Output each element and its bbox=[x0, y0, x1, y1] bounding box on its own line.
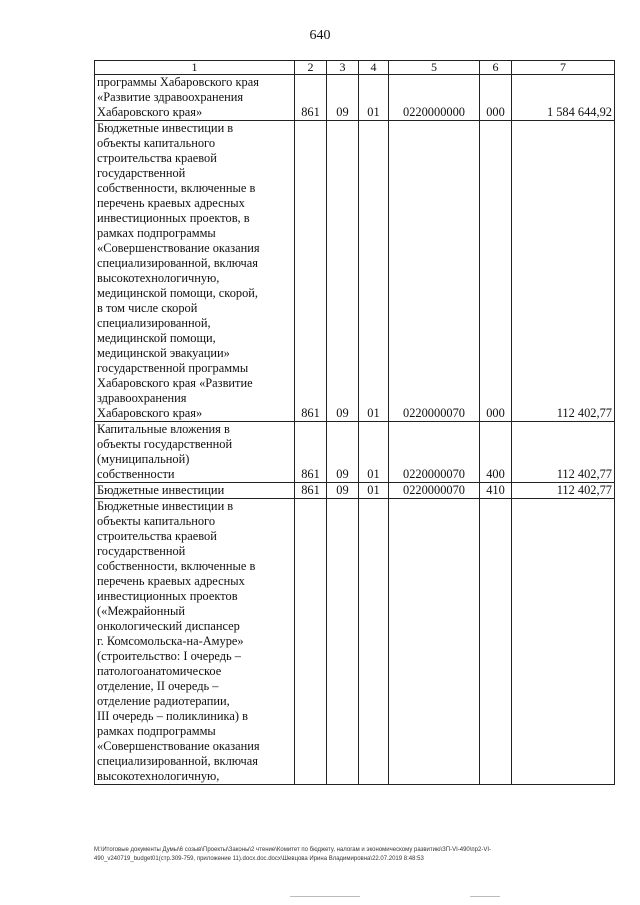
code-cell-ministry: 861 bbox=[295, 121, 327, 422]
row-name-line: «Совершенствование оказания bbox=[97, 739, 260, 753]
row-name-line: государственной bbox=[97, 544, 186, 558]
header-col-1: 1 bbox=[95, 61, 295, 75]
row-name-line: государственной bbox=[97, 166, 186, 180]
row-name-line: Хабаровского края «Развитие bbox=[97, 376, 253, 390]
table-row bbox=[95, 121, 615, 422]
row-name-line: (строительство: I очередь – bbox=[97, 649, 241, 663]
row-name-cell bbox=[95, 483, 295, 499]
row-name-line: государственной программы bbox=[97, 361, 249, 375]
code-cell-subsection: 01 bbox=[359, 75, 389, 121]
row-name-line: III очередь – поликлиника) в bbox=[97, 709, 248, 723]
table-row bbox=[95, 75, 615, 121]
table-row bbox=[95, 422, 615, 483]
row-name-line: Хабаровского края» bbox=[97, 105, 203, 119]
code-cell-expense-type bbox=[480, 499, 512, 785]
row-name-line: высокотехнологичную, bbox=[97, 271, 220, 285]
amount-cell bbox=[512, 499, 615, 785]
row-name-cell bbox=[95, 121, 295, 422]
code-cell-section: 09 bbox=[327, 422, 359, 483]
row-name-line: «Развитие здравоохранения bbox=[97, 90, 244, 104]
header-col-3: 3 bbox=[327, 61, 359, 75]
code-cell-ministry: 861 bbox=[295, 422, 327, 483]
row-name-line: Капитальные вложения в bbox=[97, 422, 230, 436]
code-cell-expense-type: 410 bbox=[480, 483, 512, 499]
table-header-row bbox=[95, 61, 615, 75]
footer-line-2: 490_v240719_budget01(стр.309-759, приложение 11).docx.doc.docx\Шевцова Ирина Владимировна\22.07.2019 8:48:53 bbox=[94, 855, 424, 862]
header-col-7: 7 bbox=[512, 61, 615, 75]
code-cell-subsection bbox=[359, 499, 389, 785]
row-name-line: (муниципальной) bbox=[97, 452, 190, 466]
code-cell-target: 0220000070 bbox=[389, 483, 480, 499]
row-name-line: объекты государственной bbox=[97, 437, 233, 451]
row-name-cell bbox=[95, 422, 295, 483]
code-cell-expense-type: 400 bbox=[480, 422, 512, 483]
code-cell-ministry bbox=[295, 499, 327, 785]
row-name-line: строительства краевой bbox=[97, 151, 217, 165]
code-cell-target: 0220000070 bbox=[389, 422, 480, 483]
row-name-line: Бюджетные инвестиции bbox=[97, 483, 225, 497]
header-col-5: 5 bbox=[389, 61, 480, 75]
row-name-line: г. Комсомольска-на-Амуре» bbox=[97, 634, 244, 648]
row-name-line: медицинской эвакуации» bbox=[97, 346, 230, 360]
row-name-line: инвестиционных проектов, в bbox=[97, 211, 250, 225]
table-row bbox=[95, 499, 615, 785]
row-name-line: специализированной, bbox=[97, 316, 211, 330]
row-name-line: («Межрайонный bbox=[97, 604, 185, 618]
header-col-4: 4 bbox=[359, 61, 389, 75]
row-name-line: программы Хабаровского края bbox=[97, 75, 259, 89]
row-name-line: онкологический диспансер bbox=[97, 619, 240, 633]
row-name-line: объекты капитального bbox=[97, 514, 216, 528]
table-row bbox=[95, 483, 615, 499]
row-name-line: здравоохранения bbox=[97, 391, 187, 405]
row-name-line: в том числе скорой bbox=[97, 301, 198, 315]
code-cell-ministry: 861 bbox=[295, 483, 327, 499]
row-name-line: «Совершенствование оказания bbox=[97, 241, 260, 255]
scan-artifacts bbox=[0, 896, 640, 898]
row-name-line: медицинской помощи, скорой, bbox=[97, 286, 259, 300]
code-cell-section: 09 bbox=[327, 75, 359, 121]
row-name-line: собственности, включенные в bbox=[97, 559, 256, 573]
code-cell-section: 09 bbox=[327, 121, 359, 422]
row-name-line: Бюджетные инвестиции в bbox=[97, 499, 234, 513]
page-number: 640 bbox=[309, 28, 331, 43]
row-name-line: перечень краевых адресных bbox=[97, 574, 245, 588]
row-name-line: рамках подпрограммы bbox=[97, 724, 216, 738]
budget-table bbox=[94, 60, 615, 785]
code-cell-target bbox=[389, 499, 480, 785]
document-footer-path bbox=[94, 846, 620, 863]
amount-cell: 112 402,77 bbox=[512, 483, 615, 499]
row-name-cell bbox=[95, 499, 295, 785]
row-name-line: отделение радиотерапии, bbox=[97, 694, 230, 708]
code-cell-section: 09 bbox=[327, 483, 359, 499]
row-name-line: рамках подпрограммы bbox=[97, 226, 216, 240]
code-cell-subsection: 01 bbox=[359, 121, 389, 422]
row-name-line: патологоанатомическое bbox=[97, 664, 222, 678]
row-name-line: специализированной, включая bbox=[97, 256, 258, 270]
code-cell-expense-type: 000 bbox=[480, 75, 512, 121]
row-name-line: медицинской помощи, bbox=[97, 331, 216, 345]
header-col-6: 6 bbox=[480, 61, 512, 75]
row-name-line: объекты капитального bbox=[97, 136, 216, 150]
row-name-cell bbox=[95, 75, 295, 121]
row-name-line: собственности, включенные в bbox=[97, 181, 256, 195]
row-name-line: строительства краевой bbox=[97, 529, 217, 543]
code-cell-expense-type: 000 bbox=[480, 121, 512, 422]
code-cell-section bbox=[327, 499, 359, 785]
row-name-line: Хабаровского края» bbox=[97, 406, 203, 420]
amount-cell: 112 402,77 bbox=[512, 121, 615, 422]
row-name-line: инвестиционных проектов bbox=[97, 589, 238, 603]
amount-cell: 112 402,77 bbox=[512, 422, 615, 483]
code-cell-ministry: 861 bbox=[295, 75, 327, 121]
row-name-line: высокотехнологичную, bbox=[97, 769, 220, 783]
header-col-2: 2 bbox=[295, 61, 327, 75]
row-name-line: перечень краевых адресных bbox=[97, 196, 245, 210]
code-cell-subsection: 01 bbox=[359, 483, 389, 499]
row-name-line: собственности bbox=[97, 467, 175, 481]
code-cell-target: 0220000070 bbox=[389, 121, 480, 422]
row-name-line: Бюджетные инвестиции в bbox=[97, 121, 234, 135]
row-name-line: отделение, II очередь – bbox=[97, 679, 219, 693]
footer-line-1: M:\Итоговые документы Думы\6 созыв\Проекты\Законы\2 чтение\Комитет по бюджету, налогам и экономическому развитию\ЗП-VI-490\пр2-VI- bbox=[94, 847, 492, 853]
code-cell-target: 0220000000 bbox=[389, 75, 480, 121]
row-name-line: специализированной, включая bbox=[97, 754, 258, 768]
code-cell-subsection: 01 bbox=[359, 422, 389, 483]
amount-cell: 1 584 644,92 bbox=[512, 75, 615, 121]
